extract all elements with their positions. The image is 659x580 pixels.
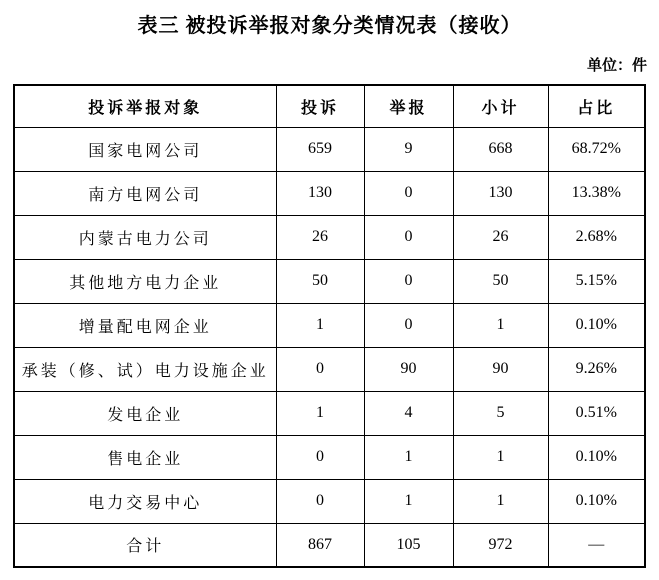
complaint-subjects-table (13, 84, 646, 568)
cell-complaints: 1 (276, 303, 364, 347)
row-label: 发电企业 (14, 391, 276, 435)
cell-share: 9.26% (548, 347, 645, 391)
cell-reports: 0 (364, 259, 453, 303)
cell-reports: 1 (364, 479, 453, 523)
cell-reports: 0 (364, 303, 453, 347)
unit-note: 单位：件 (586, 58, 647, 74)
row-label: 其他地方电力企业 (14, 259, 276, 303)
column-header-subtotal: 小计 (453, 85, 548, 127)
cell-share: 0.10% (548, 303, 645, 347)
table-row (14, 127, 645, 171)
table-header-row (14, 85, 645, 127)
column-header-share: 占比 (548, 85, 645, 127)
page-title: 表三 被投诉举报对象分类情况表（接收） (137, 15, 522, 37)
cell-share-total: — (548, 523, 645, 567)
cell-subtotal: 26 (453, 215, 548, 259)
table-row (14, 303, 645, 347)
row-label: 电力交易中心 (14, 479, 276, 523)
cell-share: 0.51% (548, 391, 645, 435)
cell-complaints: 0 (276, 347, 364, 391)
column-header-subject: 投诉举报对象 (14, 85, 276, 127)
cell-subtotal: 5 (453, 391, 548, 435)
cell-reports: 9 (364, 127, 453, 171)
cell-subtotal: 1 (453, 435, 548, 479)
table-row (14, 215, 645, 259)
cell-complaints: 130 (276, 171, 364, 215)
cell-share: 0.10% (548, 479, 645, 523)
column-header-complaints: 投诉 (276, 85, 364, 127)
cell-subtotal: 90 (453, 347, 548, 391)
table-row (14, 479, 645, 523)
cell-reports: 1 (364, 435, 453, 479)
cell-subtotal: 130 (453, 171, 548, 215)
cell-complaints: 0 (276, 479, 364, 523)
cell-share: 68.72% (548, 127, 645, 171)
row-label-total: 合计 (14, 523, 276, 567)
cell-complaints: 50 (276, 259, 364, 303)
row-label: 国家电网公司 (14, 127, 276, 171)
table-row (14, 347, 645, 391)
cell-share: 0.10% (548, 435, 645, 479)
table-row (14, 259, 645, 303)
cell-complaints: 0 (276, 435, 364, 479)
cell-subtotal-total: 972 (453, 523, 548, 567)
cell-complaints-total: 867 (276, 523, 364, 567)
column-header-reports: 举报 (364, 85, 453, 127)
row-label: 南方电网公司 (14, 171, 276, 215)
document-page (0, 9, 659, 580)
cell-subtotal: 668 (453, 127, 548, 171)
cell-subtotal: 1 (453, 479, 548, 523)
cell-subtotal: 1 (453, 303, 548, 347)
cell-share: 13.38% (548, 171, 645, 215)
row-label: 增量配电网企业 (14, 303, 276, 347)
cell-share: 2.68% (548, 215, 645, 259)
cell-share: 5.15% (548, 259, 645, 303)
cell-reports-total: 105 (364, 523, 453, 567)
cell-reports: 90 (364, 347, 453, 391)
cell-complaints: 26 (276, 215, 364, 259)
table-row (14, 391, 645, 435)
row-label: 内蒙古电力公司 (14, 215, 276, 259)
row-label: 售电企业 (14, 435, 276, 479)
table-row (14, 171, 645, 215)
cell-reports: 4 (364, 391, 453, 435)
cell-reports: 0 (364, 171, 453, 215)
cell-complaints: 1 (276, 391, 364, 435)
table-total-row (14, 523, 645, 567)
cell-complaints: 659 (276, 127, 364, 171)
cell-subtotal: 50 (453, 259, 548, 303)
cell-reports: 0 (364, 215, 453, 259)
table-row (14, 435, 645, 479)
row-label: 承装（修、试）电力设施企业 (14, 347, 276, 391)
